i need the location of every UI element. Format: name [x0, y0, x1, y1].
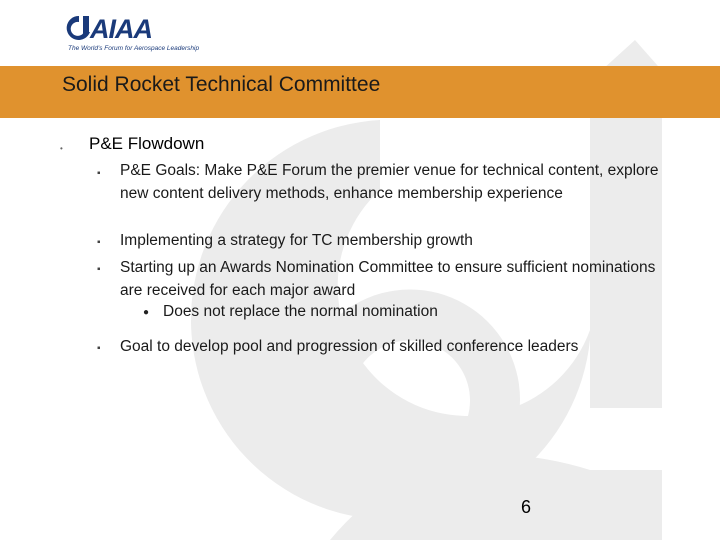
- page-number: 6: [521, 497, 532, 517]
- bullet-item-leaders: Goal to develop pool and progression of skilled conference leaders: [120, 338, 579, 355]
- item-bullet-1: ▪: [97, 168, 101, 179]
- aiaa-wordmark: AIAA: [90, 14, 152, 44]
- bullet-item-goals: P&E Goals: Make P&E Forum the premier venue for technical content, explore new content delivery methods, enhance membership experience: [120, 162, 659, 202]
- aiaa-swoosh-icon: [66, 14, 92, 44]
- item-bullet-4: ▪: [97, 343, 101, 354]
- section-heading: P&E Flowdown: [89, 134, 205, 153]
- bullet-item-awards: Starting up an Awards Nomination Committee to ensure sufficient nominations are received for each major award: [120, 259, 656, 299]
- bullet-item-membership: Implementing a strategy for TC membership growth: [120, 232, 473, 249]
- aiaa-logo: [66, 14, 200, 56]
- sub-bullet-1: ●: [143, 307, 150, 318]
- slide-title: Solid Rocket Technical Committee: [62, 73, 381, 96]
- sub-item-nomination: Does not replace the normal nomination: [163, 303, 438, 320]
- item-bullet-3: ▪: [97, 264, 101, 275]
- section-bullet: •: [60, 144, 63, 153]
- item-bullet-2: ▪: [97, 237, 101, 248]
- aiaa-tagline: The World's Forum for Aerospace Leadership: [68, 45, 200, 52]
